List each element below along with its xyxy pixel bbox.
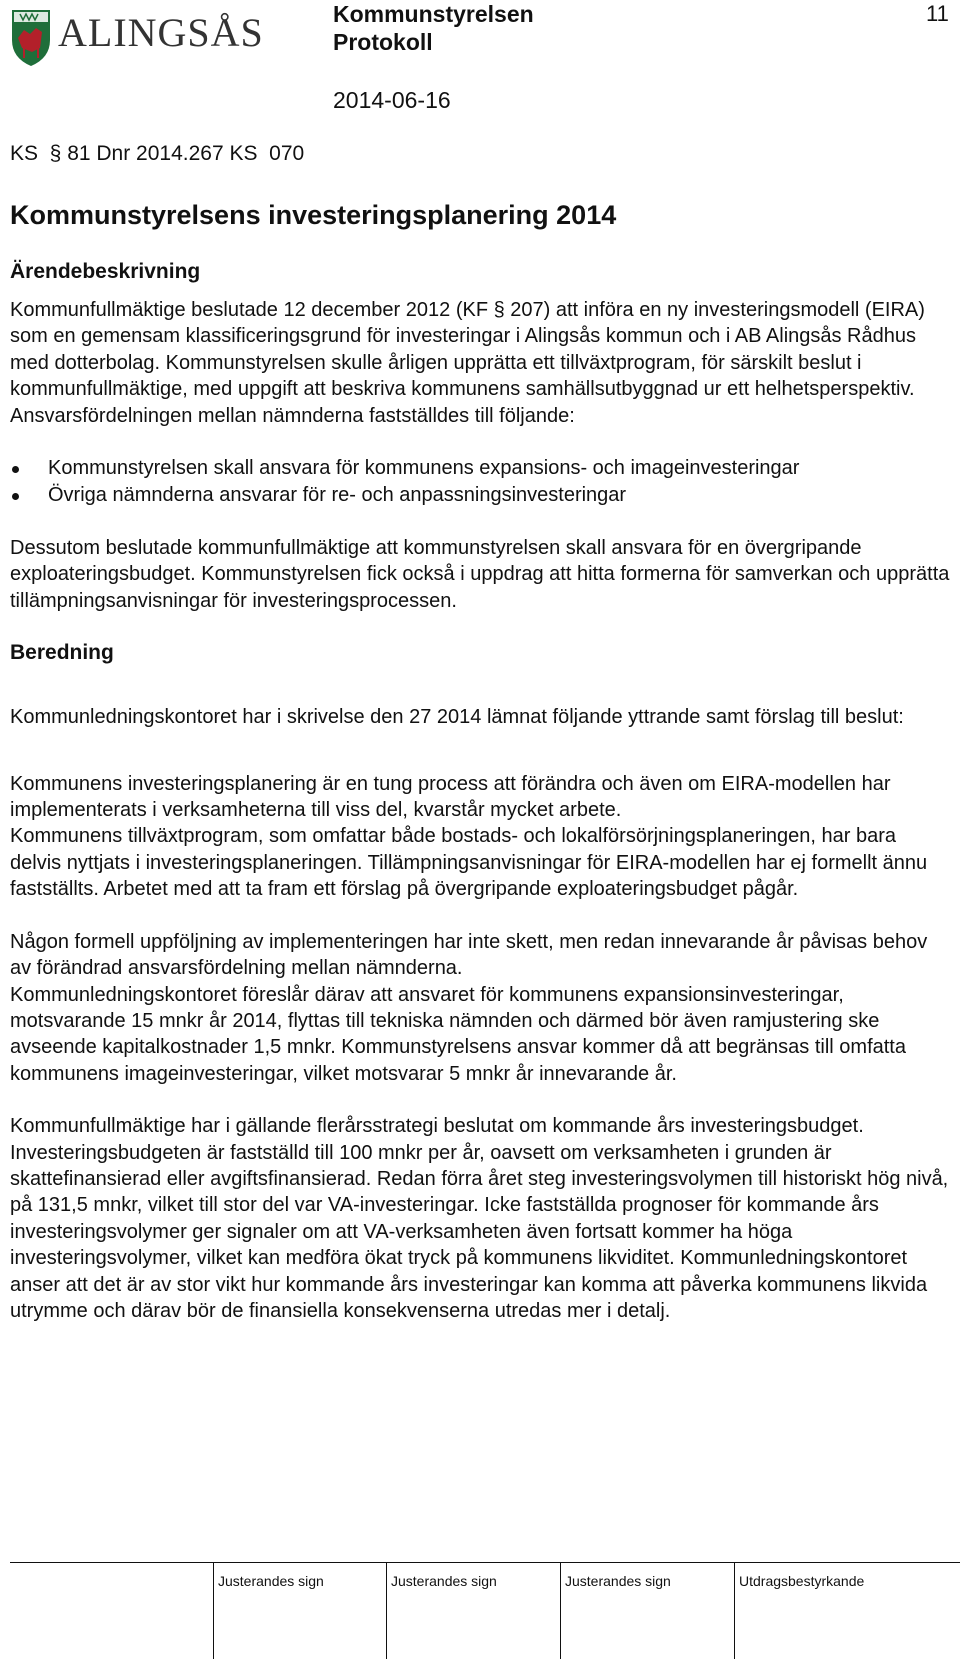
description-heading: Ärendebeskrivning <box>10 260 201 283</box>
footer-column-divider <box>734 1562 735 1659</box>
preparation-paragraph-2: Kommunens investeringsplanering är en tung process att förändra och även om EIRA-modellen har implementerats i verksamheterna till viss del, kvarstår mycket arbete. <box>10 772 891 822</box>
preparation-heading: Beredning <box>10 641 114 665</box>
meeting-date: 2014-06-16 <box>333 87 451 113</box>
footer-divider <box>10 1562 960 1563</box>
description-paragraph-3: Dessutom beslutade kommunfullmäktige att kommunstyrelsen skall ansvara för en övergripande exploateringsbudget. Kommunstyrelsen fick också i uppdrag att hitta formerna för samverkan och upprätta tillämpningsanvisningar för investeringsprocessen. <box>10 537 950 612</box>
bullet-icon <box>12 466 19 473</box>
signature-field-3: Justerandes sign <box>565 1573 671 1589</box>
footer-column-divider <box>386 1562 387 1659</box>
list-item <box>10 455 950 482</box>
case-reference: KS § 81 Dnr 2014.267 KS 070 <box>10 142 305 165</box>
preparation-paragraph-5: Kommunledningskontoret föreslår därav att ansvaret för kommunens expansionsinvesteringar, motsvarande 15 mnkr år 2014, flyttas till tekniska nämnden och därmed bör även ramjustering ske avseende kapitalkostnader 1,5 mnkr. Kommunstyrelsens ansvar kommer då att begränsas till omfatta kommunens imageinvesteringar, vilket motsvarar 5 mnkr år innevarande år. <box>10 983 906 1085</box>
page-number: 11 <box>926 1 949 26</box>
description-paragraph-1: Kommunfullmäktige beslutade 12 december 2012 (KF § 207) att införa en ny investeringsmodell (EIRA) som en gemensam klassificeringsgrund för investeringar i Alingsås kommun och i AB Alingsås Rådhus med dotterbolag. Kommunstyrelsen skulle årligen upprätta ett tillväxtprogram, för särskilt beslut i kommunfullmäktige, med uppgift att beskriva kommunens samhällsutbyggnad ur ett helhetsperspektiv. <box>10 299 925 401</box>
bullet-icon <box>12 493 19 500</box>
document-body <box>10 259 950 1324</box>
responsibility-list <box>10 455 950 509</box>
page-title: Kommunstyrelsens investeringsplanering 2014 <box>10 200 617 230</box>
signature-field-1: Justerandes sign <box>218 1573 324 1589</box>
document-type: Protokoll <box>333 29 433 55</box>
signature-field-2: Justerandes sign <box>391 1573 497 1589</box>
alingsas-coat-of-arms-icon <box>10 8 310 68</box>
logo-wordmark: ALINGSÅS <box>58 10 264 55</box>
preparation-paragraph-4: Någon formell uppföljning av implementeringen har inte skett, men redan innevarande år påvisas behov av förändrad ansvarsfördelning mellan nämnderna. <box>10 930 928 980</box>
municipality-logo <box>10 8 310 68</box>
preparation-paragraph-3: Kommunens tillväxtprogram, som omfattar både bostads- och lokalförsörjningsplaneringen, har bara delvis nyttjats i investeringsplaneringen. Tillämpningsanvisningar för EIRA-modellen har ej formellt ännu fastställts. Arbetet med att ta fram ett förslag på övergripande exploateringsbudget pågår. <box>10 825 928 901</box>
list-item-text: Kommunstyrelsen skall ansvara för kommunens expansions- och imageinvesteringar <box>48 457 800 480</box>
preparation-paragraph-1: Kommunledningskontoret har i skrivelse den 27 2014 lämnat följande yttrande samt förslag till beslut: <box>10 706 904 729</box>
list-item <box>10 482 950 509</box>
footer-column-divider <box>560 1562 561 1659</box>
certifier-field: Utdragsbestyrkande <box>739 1573 865 1589</box>
list-item-text: Övriga nämnderna ansvarar för re- och anpassningsinvesteringar <box>48 484 627 507</box>
footer-column-divider <box>213 1562 214 1659</box>
preparation-paragraph-6: Kommunfullmäktige har i gällande flerårsstrategi beslutat om kommande års investeringsbudget. Investeringsbudgeten är fastställd till 100 mnkr per år, oavsett om verksamheten i grunden är skattefinansierad eller avgiftsfinansierad. Redan förra året steg investeringsvolymen till historiskt hög nivå, på 131,5 mnkr, vilket till stor del var VA-investeringar. Icke fastställda prognoser för kommande års investeringsvolymer ger signaler om att VA-verksamheten även fortsatt kommer ha höga investeringsvolymer, vilket kan medföra ökat tryck på kommunens likviditet. Kommunledningskontoret anser att det är av stor vikt hur kommande års investeringar kan komma att påverka kommunens likvida utrymme och därav bör de finansiella konsekvenserna utredas mer i detalj. <box>10 1115 949 1322</box>
organization-name: Kommunstyrelsen <box>333 1 534 27</box>
description-paragraph-2: Ansvarsfördelningen mellan nämnderna fastställdes till följande: <box>10 404 575 427</box>
